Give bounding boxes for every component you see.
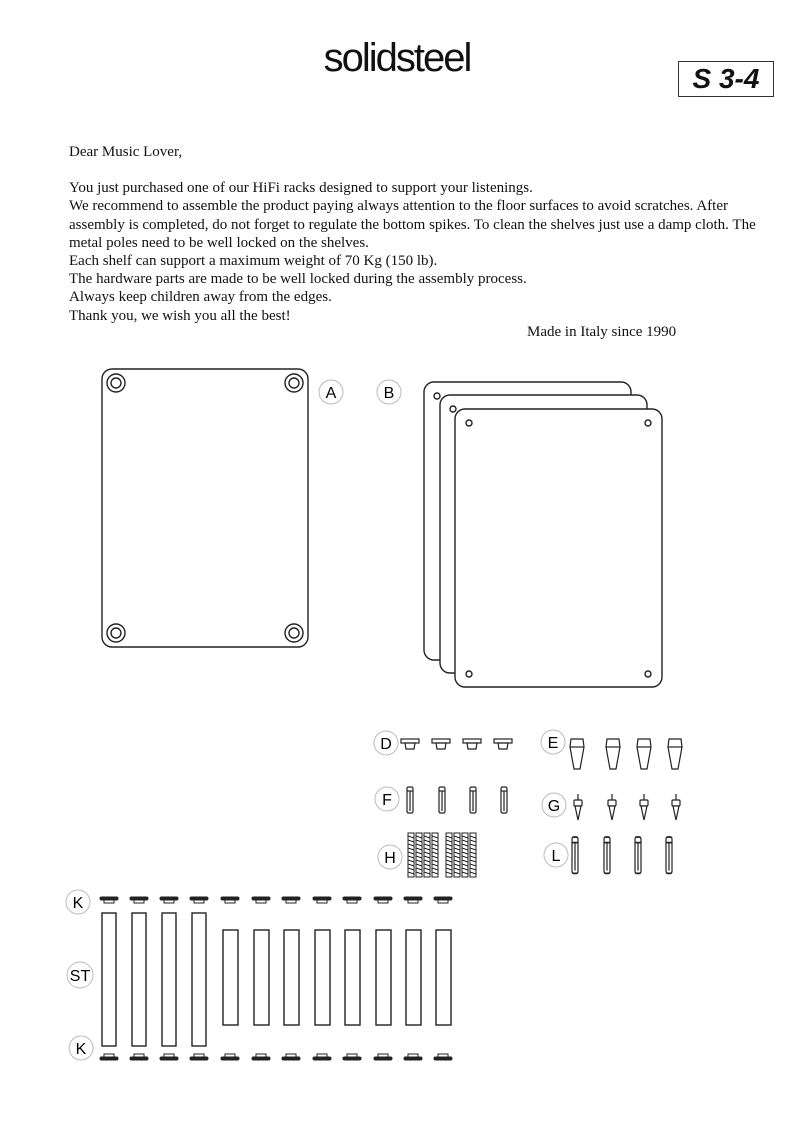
label-b xyxy=(377,380,401,404)
greeting: Dear Music Lover, xyxy=(69,144,183,160)
label-k-bottom-text: K xyxy=(75,1041,87,1058)
part-st-poles xyxy=(102,913,451,1046)
label-d xyxy=(374,731,398,755)
label-f xyxy=(375,787,399,811)
label-k-top xyxy=(66,890,90,914)
model-label: S 3-4 xyxy=(678,61,774,97)
label-g xyxy=(542,793,566,817)
part-b-shelves xyxy=(424,382,662,687)
label-l xyxy=(544,843,568,867)
label-k-bottom xyxy=(69,1036,93,1060)
label-st-text: ST xyxy=(69,968,91,985)
letter-line: Each shelf can support a maximum weight of 70 Kg (150 lb). xyxy=(69,253,438,270)
label-g-text: G xyxy=(547,798,561,815)
label-d-text: D xyxy=(380,736,392,753)
label-h-text: H xyxy=(384,850,396,867)
part-a-shelf xyxy=(102,369,308,647)
letter-line: The hardware parts are made to be well locked during the assembly process. xyxy=(69,271,527,288)
made-in-italy: Made in Italy since 1990 xyxy=(527,324,677,340)
part-k-top-caps xyxy=(100,897,452,903)
part-f-bolts xyxy=(407,787,507,813)
part-g-spikes xyxy=(574,794,680,820)
part-d-caps xyxy=(401,739,512,749)
label-a xyxy=(319,380,343,404)
letter-line: We recommend to assemble the product paying always attention to the floor surfaces to avoid scratches. After assembly is completed, do not forget to regulate the bottom spikes. To clean the shelves just use a damp cloth. The metal poles need to be well locked on the shelves. xyxy=(69,198,756,251)
label-st xyxy=(67,962,93,988)
label-a-text: A xyxy=(325,385,337,402)
label-k-top-text: K xyxy=(72,895,84,912)
letter-line: Thank you, we wish you all the best! xyxy=(69,307,291,324)
letter-line: You just purchased one of our HiFi racks designed to support your listenings. xyxy=(69,180,533,197)
label-l-text: L xyxy=(551,848,561,865)
part-e-cones xyxy=(570,739,682,769)
label-h xyxy=(378,845,402,869)
part-l-bolts xyxy=(572,837,672,873)
label-b-text: B xyxy=(383,385,395,402)
brand-logo: solidsteel xyxy=(323,36,471,80)
label-e-text: E xyxy=(547,735,559,752)
part-h-screws xyxy=(408,833,476,877)
letter-line: Always keep children away from the edges. xyxy=(69,289,332,306)
label-f-text: F xyxy=(382,792,392,809)
label-e xyxy=(541,730,565,754)
part-k-bottom-caps xyxy=(100,1054,452,1060)
